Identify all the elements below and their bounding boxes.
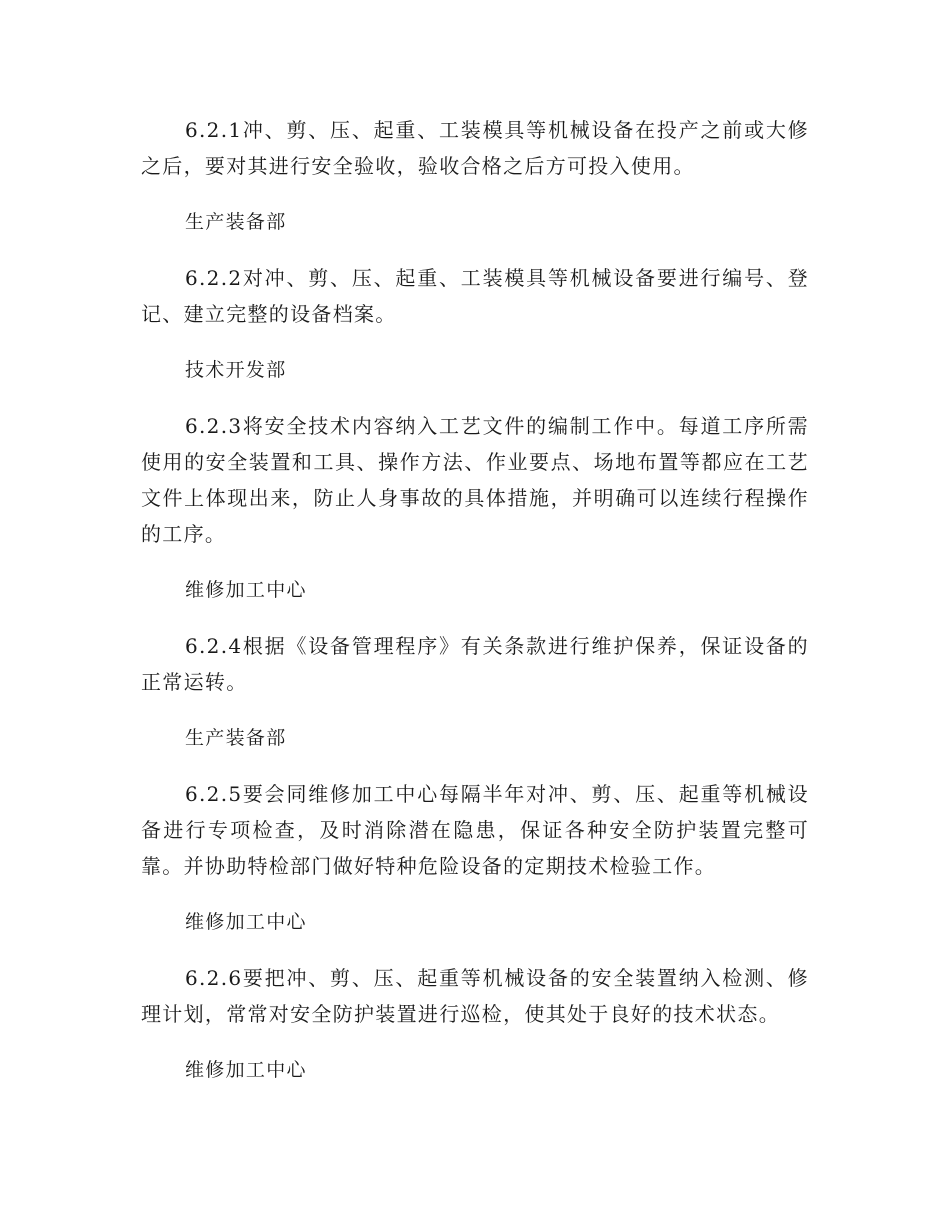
department-label: 维修加工中心 [185, 911, 307, 933]
clause-6-2-5: 6.2.5要会同维修加工中心每隔半年对冲、剪、压、起重等机械设备进行专项检查，及时消除潜在隐患，保证各种安全防护装置完整可靠。并协助特检部门做好特种危险设备的定期技术检验工作。 [141, 782, 809, 878]
department-label: 技术开发部 [185, 359, 287, 381]
clause-6-2-4: 6.2.4根据《设备管理程序》有关条款进行维护保养，保证设备的正常运转。 [141, 634, 809, 694]
clause-6-2-2: 6.2.2对冲、剪、压、起重、工装模具等机械设备要进行编号、登记、建立完整的设备档案。 [141, 266, 809, 326]
department-label: 生产装备部 [185, 211, 287, 233]
clause-6-2-3: 6.2.3将安全技术内容纳入工艺文件的编制工作中。每道工序所需使用的安全装置和工具、操作方法、作业要点、场地布置等都应在工艺文件上体现出来，防止人身事故的具体措施，并明确可以连续行程操作的工序。 [141, 414, 809, 546]
clause-6-2-1: 6.2.1冲、剪、压、起重、工装模具等机械设备在投产之前或大修之后，要对其进行安全验收，验收合格之后方可投入使用。 [141, 118, 809, 178]
department-label: 维修加工中心 [185, 1059, 307, 1081]
department-label: 维修加工中心 [185, 579, 307, 601]
department-label: 生产装备部 [185, 727, 287, 749]
document-page [141, 112, 809, 1108]
clause-6-2-6: 6.2.6要把冲、剪、压、起重等机械设备的安全装置纳入检测、修理计划，常常对安全防护装置进行巡检，使其处于良好的技术状态。 [141, 966, 809, 1026]
